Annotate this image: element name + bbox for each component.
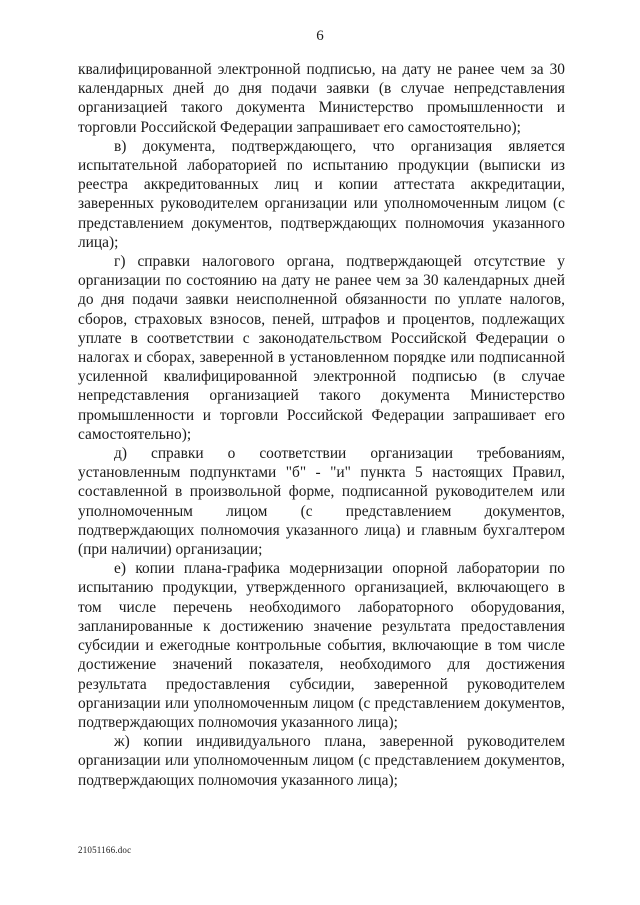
paragraph-item-e: е) копии плана-графика модернизации опорной лаборатории по испытанию продукции, утвержденного организацией, включающего в том числе перечень необходимого лабораторного оборудования, запланированные к достижению значение результата предоставления субсидии и ежегодные контрольные события, включающие в том числе достижение значений показателя, необходимого для достижения результата предоставления субсидии, заверенной руководителем организации или уполномоченным лицом (с представлением документов, подтверждающих полномочия указанного лица); xyxy=(78,560,565,731)
paragraph-item-zh: ж) копии индивидуального плана, заверенной руководителем организации или уполномоченным лицом (с представлением документов, подтверждающих полномочия указанного лица); xyxy=(78,733,565,789)
paragraph-continuation: квалифицированной электронной подписью, на дату не ранее чем за 30 календарных дней до дня подачи заявки (в случае непредставления организацией такого документа Министерство промышленности и торговли Российской Федерации запрашивает его самостоятельно); xyxy=(78,61,565,136)
paragraph-item-v: в) документа, подтверждающего, что организация является испытательной лабораторией по испытанию продукции (выписки из реестра аккредитованных лиц и копии аттестата аккредитации, заверенных руководителем организации или уполномоченным лицом (с представлением документов, подтверждающих полномочия указанного лица); xyxy=(78,137,565,251)
document-body xyxy=(78,60,565,790)
footer-filename: 21051166.doc xyxy=(78,845,132,855)
paragraph-item-d: д) справки о соответствии организации требованиям, установленным подпунктами "б" - "и" пункта 5 настоящих Правил, составленной в произвольной форме, подписанной руководителем или уполномоченным лицом (с представлением документов, подтверждающих полномочия указанного лица) и главным бухгалтером (при наличии) организации; xyxy=(78,445,565,559)
paragraph-item-g: г) справки налогового органа, подтверждающей отсутствие у организации по состоянию на дату не ранее чем за 30 календарных дней до дня подачи заявки неисполненной обязанности по уплате налогов, сборов, страховых взносов, пеней, штрафов и процентов, подлежащих уплате в соответствии с законодательством Российской Федерации о налогах и сборах, заверенной в установленном порядке или подписанной усиленной квалифицированной электронной подписью (в случае непредставления организацией такого документа Министерство промышленности и торговли Российской Федерации запрашивает его самостоятельно); xyxy=(78,253,565,443)
page-number: 6 xyxy=(316,28,324,44)
